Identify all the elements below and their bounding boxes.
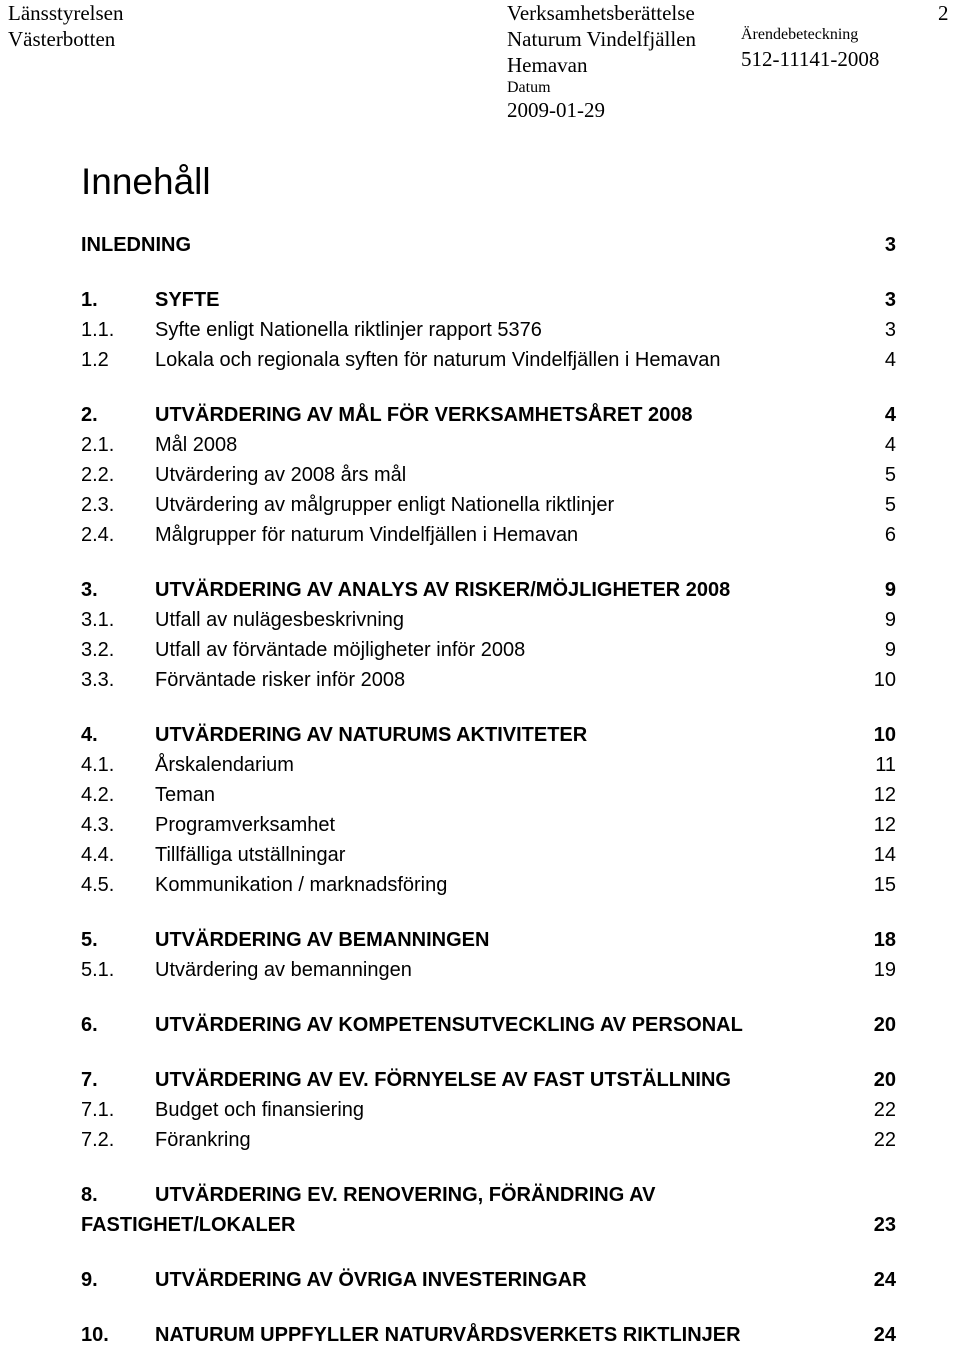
toc-entry-3-3[interactable]: 3.3. Förväntade risker inför 2008 10 xyxy=(81,669,896,691)
toc-entry-3[interactable]: 3. UTVÄRDERING AV ANALYS AV RISKER/MÖJLIGHETER 2008 9 xyxy=(81,579,896,601)
toc-entry-4-4[interactable]: 4.4. Tillfälliga utställningar 14 xyxy=(81,844,896,866)
document-type: Verksamhetsberättelse xyxy=(507,1,695,25)
toc-entry-7-1[interactable]: 7.1. Budget och finansiering 22 xyxy=(81,1099,896,1121)
toc-entry-5[interactable]: 5. UTVÄRDERING AV BEMANNINGEN 18 xyxy=(81,929,896,951)
toc-entry-9[interactable]: 9. UTVÄRDERING AV ÖVRIGA INVESTERINGAR 24 xyxy=(81,1269,896,1291)
toc-entry-inledning[interactable]: INLEDNING 3 xyxy=(81,234,896,256)
toc-entry-1[interactable]: 1. SYFTE 3 xyxy=(81,289,896,311)
toc-entry-2-4[interactable]: 2.4. Målgrupper för naturum Vindelfjällen i Hemavan 6 xyxy=(81,524,896,546)
toc-entry-2[interactable]: 2. UTVÄRDERING AV MÅL FÖR VERKSAMHETSÅRET 2008 4 xyxy=(81,404,896,426)
reference-label: Ärendebeteckning xyxy=(741,26,859,43)
date-label: Datum xyxy=(507,79,551,96)
toc-entry-3-1[interactable]: 3.1. Utfall av nulägesbeskrivning 9 xyxy=(81,609,896,631)
toc-entry-10[interactable]: 10. NATURUM UPPFYLLER NATURVÅRDSVERKETS RIKTLINJER 24 xyxy=(81,1324,896,1346)
document-location: Hemavan xyxy=(507,53,588,77)
toc-entry-4[interactable]: 4. UTVÄRDERING AV NATURUMS AKTIVITETER 10 xyxy=(81,724,896,746)
organization-block xyxy=(8,0,123,52)
document-subject: Naturum Vindelfjällen xyxy=(507,27,697,51)
toc-entry-7-2[interactable]: 7.2. Förankring 22 xyxy=(81,1129,896,1151)
toc-entry-2-3[interactable]: 2.3. Utvärdering av målgrupper enligt Nationella riktlinjer 5 xyxy=(81,494,896,516)
table-of-contents xyxy=(81,230,896,1350)
page-number: 2 xyxy=(938,1,949,25)
organization-name: Länsstyrelsen xyxy=(8,1,124,25)
toc-entry-8[interactable]: 8. UTVÄRDERING EV. RENOVERING, FÖRÄNDRING AV xyxy=(81,1184,656,1206)
reference-number: 512-11141-2008 xyxy=(741,47,880,71)
page-title: Innehåll xyxy=(81,161,211,202)
toc-entry-4-2[interactable]: 4.2. Teman 12 xyxy=(81,784,896,806)
toc-entry-2-1[interactable]: 2.1. Mål 2008 4 xyxy=(81,434,896,456)
toc-entry-1-2[interactable]: 1.2 Lokala och regionala syften för naturum Vindelfjällen i Hemavan 4 xyxy=(81,349,896,371)
toc-entry-2-2[interactable]: 2.2. Utvärdering av 2008 års mål 5 xyxy=(81,464,896,486)
toc-entry-1-1[interactable]: 1.1. Syfte enligt Nationella riktlinjer rapport 5376 3 xyxy=(81,319,896,341)
document-date: 2009-01-29 xyxy=(507,98,605,122)
toc-entry-3-2[interactable]: 3.2. Utfall av förväntade möjligheter inför 2008 9 xyxy=(81,639,896,661)
toc-entry-4-3[interactable]: 4.3. Programverksamhet 12 xyxy=(81,814,896,836)
toc-entry-4-5[interactable]: 4.5. Kommunikation / marknadsföring 15 xyxy=(81,874,896,896)
toc-entry-7[interactable]: 7. UTVÄRDERING AV EV. FÖRNYELSE AV FAST UTSTÄLLNING 20 xyxy=(81,1069,896,1091)
toc-entry-5-1[interactable]: 5.1. Utvärdering av bemanningen 19 xyxy=(81,959,896,981)
toc-entry-6[interactable]: 6. UTVÄRDERING AV KOMPETENSUTVECKLING AV PERSONAL 20 xyxy=(81,1014,896,1036)
toc-entry-4-1[interactable]: 4.1. Årskalendarium 11 xyxy=(81,754,896,776)
toc-entry-8-continuation[interactable]: FASTIGHET/LOKALER 23 xyxy=(81,1214,896,1236)
organization-region: Västerbotten xyxy=(8,27,116,51)
